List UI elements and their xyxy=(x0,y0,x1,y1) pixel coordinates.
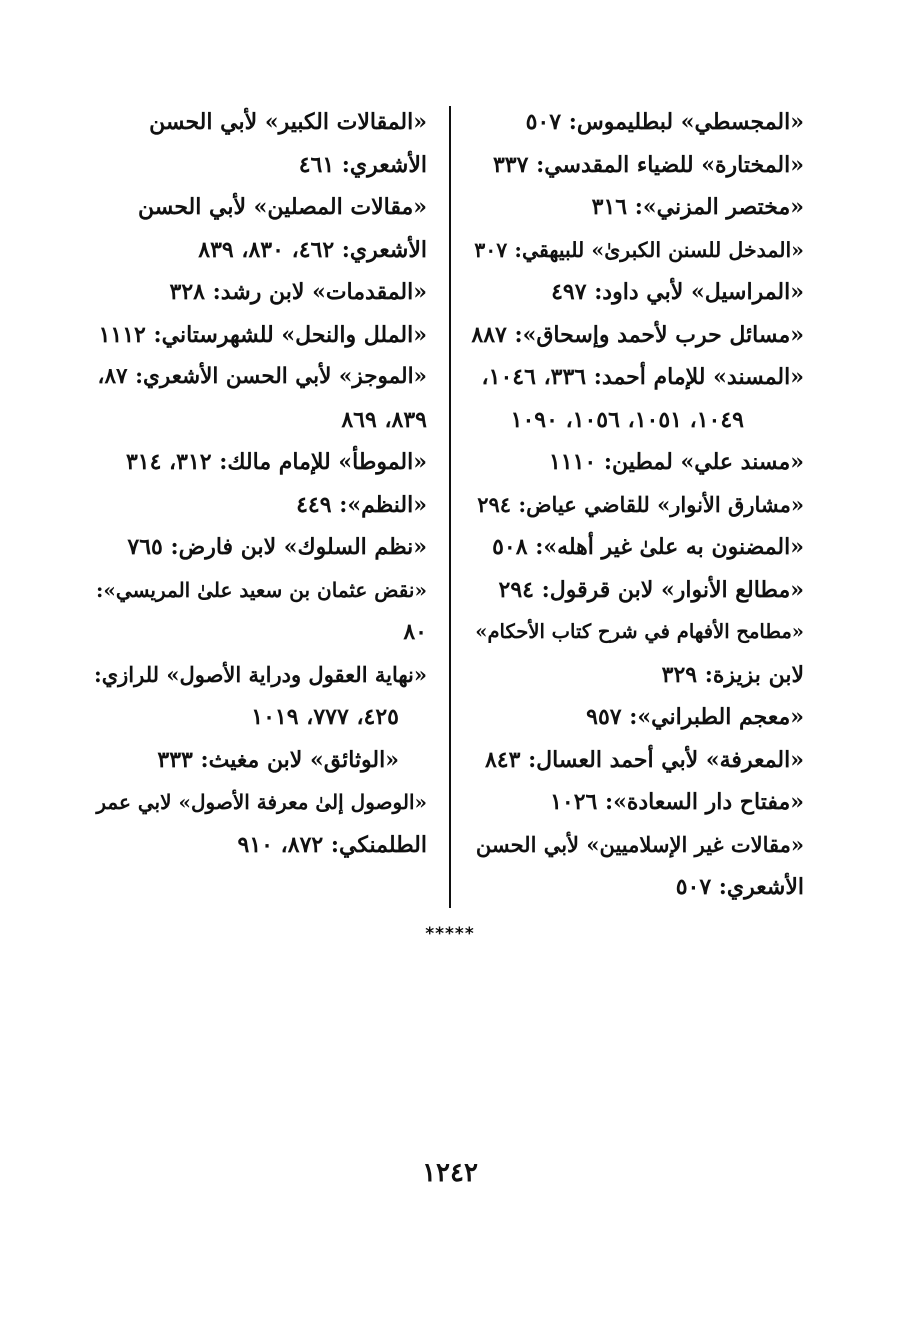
index-entry: «الملل والنحل» للشهرستاني: ١١١٢ xyxy=(98,321,427,348)
index-entry: «الوصول إلىٰ معرفة الأصول» لابي عمر xyxy=(96,790,427,814)
index-entry: «النظم»: ٤٤٩ xyxy=(296,491,427,518)
index-entry-continuation: لابن بزيزة: ٣٢٩ xyxy=(661,661,804,688)
index-entry: «المقالات الكبير» لأبي الحسن xyxy=(149,109,427,135)
index-entry-continuation: الأشعري: ٤٦٢، ٨٣٠، ٨٣٩ xyxy=(198,236,427,263)
index-entry: «معجم الطبراني»: ٩٥٧ xyxy=(586,704,804,730)
index-entry: «المضنون به علىٰ غير أهله»: ٥٠٨ xyxy=(492,534,804,560)
index-entry: «مطالع الأنوار» لابن قرقول: ٢٩٤ xyxy=(498,576,804,603)
index-entry: «نهاية العقول ودراية الأصول» للرازي: xyxy=(93,661,427,687)
index-entry: «مطامح الأفهام في شرح كتاب الأحكام» xyxy=(475,620,804,643)
index-entry: «المختارة» للضياء المقدسي: ٣٣٧ xyxy=(492,151,804,178)
index-entry-continuation: ٨٠ xyxy=(403,619,427,645)
index-entry-continuation: ٨٣٩، ٨٦٩ xyxy=(341,406,427,433)
section-end-separator: ***** xyxy=(425,924,475,944)
column-divider xyxy=(449,106,451,908)
page-number: ١٢٤٢ xyxy=(422,1158,478,1188)
index-entry: «مسائل حرب لأحمد وإسحاق»: ٨٨٧ xyxy=(471,321,804,348)
index-entry: «المدخل للسنن الكبرىٰ» للبيهقي: ٣٠٧ xyxy=(474,237,804,262)
index-entry: «المجسطي» لبطليموس: ٥٠٧ xyxy=(525,109,804,135)
index-entry: «نظم السلوك» لابن فارض: ٧٦٥ xyxy=(127,534,427,560)
index-entry: «مشارق الأنوار» للقاضي عياض: ٢٩٤ xyxy=(477,491,804,517)
index-column-left xyxy=(93,101,427,866)
index-entry: «الموطأ» للإمام مالك: ٣١٢، ٣١٤ xyxy=(125,449,427,475)
index-entry: «المقدمات» لابن رشد: ٣٢٨ xyxy=(169,279,427,305)
index-entry: «الوثائق» لابن مغيث: ٣٣٣ xyxy=(157,746,399,773)
index-entry: «مقالات غير الإسلاميين» لأبي الحسن xyxy=(475,831,804,857)
index-entry-continuation: ١٠٤٩، ١٠٥١، ١٠٥٦، ١٠٩٠ xyxy=(510,406,744,433)
index-column-right xyxy=(470,101,804,909)
index-entry: «مسند علي» لمطين: ١١١٠ xyxy=(548,449,804,475)
index-entry: «الموجز» لأبي الحسن الأشعري: ٨٧، xyxy=(97,364,427,389)
index-entry-continuation: الأشعري: ٤٦١ xyxy=(298,151,427,178)
index-entry: «مفتاح دار السعادة»: ١٠٢٦ xyxy=(550,789,804,815)
index-entry: «المراسيل» لأبي داود: ٤٩٧ xyxy=(551,279,804,305)
index-entry-continuation: الطلمنكي: ٨٧٢، ٩١٠ xyxy=(237,831,427,858)
index-entry: «المسند» للإمام أحمد: ٣٣٦، ١٠٤٦، xyxy=(481,364,804,390)
index-entry-continuation: ٤٢٥، ٧٧٧، ١٠١٩ xyxy=(251,704,399,730)
index-entry: «نقض عثمان بن سعيد علىٰ المريسي»: xyxy=(96,577,427,602)
index-entry: «مقالات المصلين» لأبي الحسن xyxy=(137,194,427,220)
index-entry: «مختصر المزني»: ٣١٦ xyxy=(591,194,804,220)
index-entry-continuation: الأشعري: ٥٠٧ xyxy=(675,874,804,900)
index-entry: «المعرفة» لأبي أحمد العسال: ٨٤٣ xyxy=(484,746,804,773)
